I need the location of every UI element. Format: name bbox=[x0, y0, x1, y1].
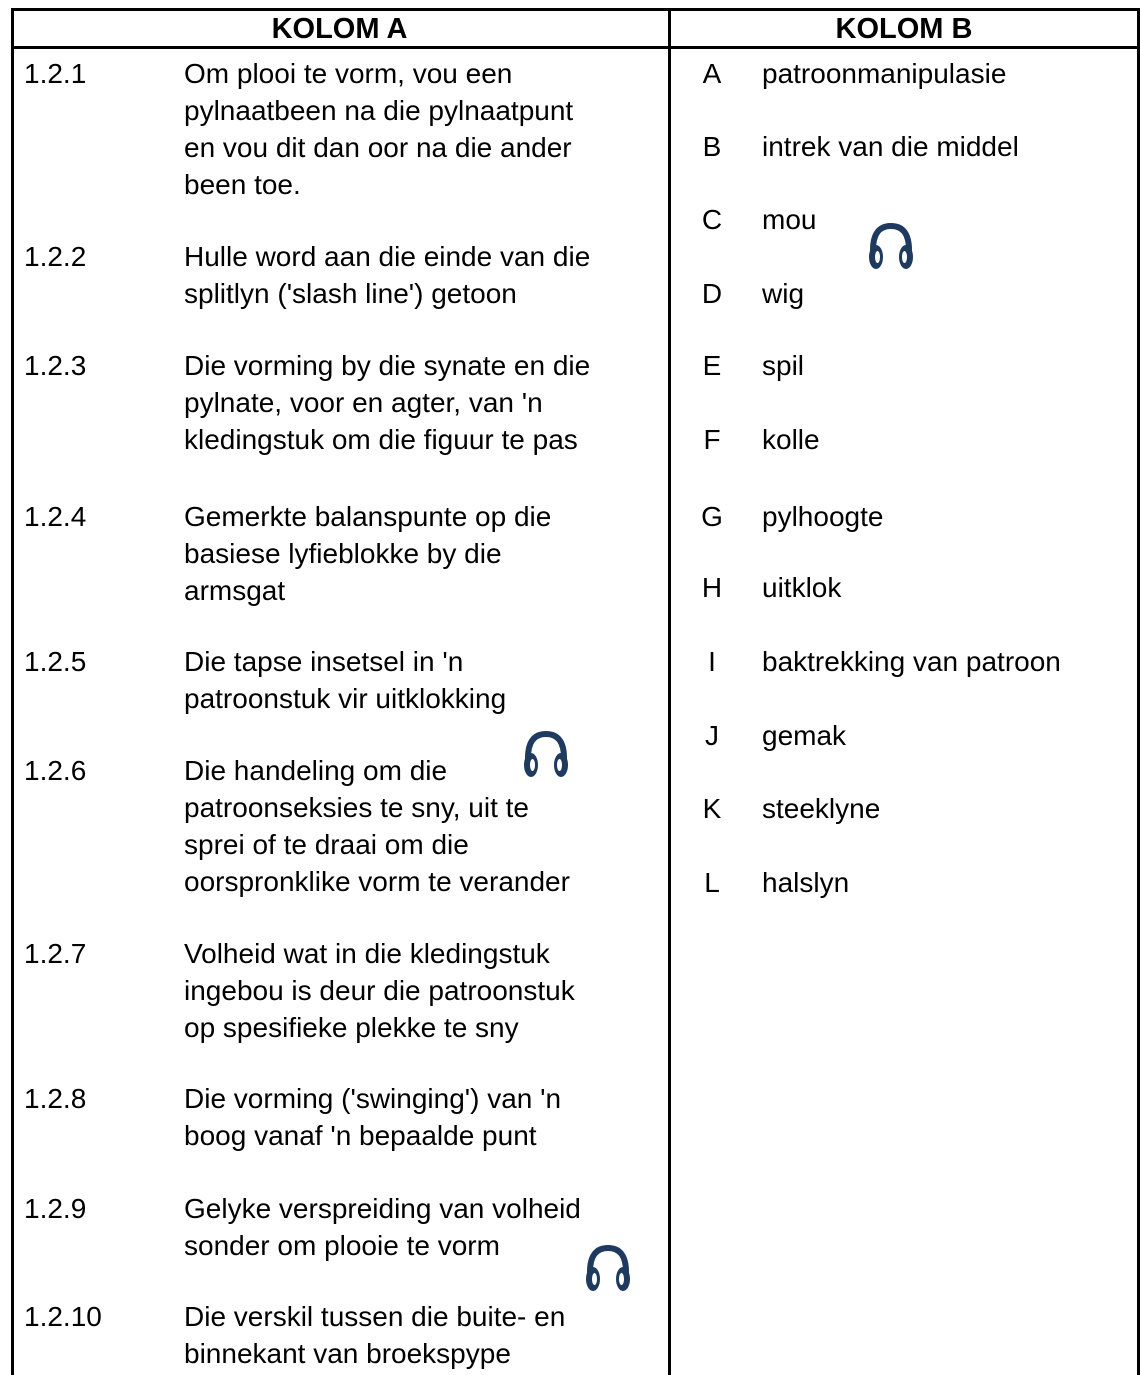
item-description bbox=[184, 1298, 664, 1372]
column-a-header: KOLOM A bbox=[271, 13, 408, 45]
description-line: patroonseksies te sny, uit te bbox=[184, 792, 529, 823]
description-line: Gemerkte balanspunte op die bbox=[184, 501, 552, 532]
option-text: spil bbox=[762, 350, 805, 381]
item-description bbox=[184, 498, 664, 609]
option-letter: K bbox=[702, 793, 722, 824]
description-line: patroonstuk vir uitklokking bbox=[184, 683, 507, 714]
item-number: 1.2.2 bbox=[24, 241, 87, 272]
option-text: baktrekking van patroon bbox=[762, 646, 1061, 677]
description-line: pylnate, voor en agter, van 'n bbox=[184, 387, 543, 418]
option-text: pylhoogte bbox=[762, 501, 884, 532]
column-b-header: KOLOM B bbox=[835, 13, 973, 45]
item-number: 1.2.10 bbox=[24, 1301, 102, 1332]
description-line: pylnaatbeen na die pylnaatpunt bbox=[184, 95, 574, 126]
description-line: Die handeling om die bbox=[184, 755, 448, 786]
option-letter: G bbox=[701, 501, 723, 532]
option-letter: E bbox=[702, 350, 722, 381]
item-description bbox=[184, 643, 664, 717]
description-line: Hulle word aan die einde van die bbox=[184, 241, 591, 272]
description-line: Gelyke verspreiding van volheid bbox=[184, 1193, 581, 1224]
option-letter: J bbox=[705, 720, 719, 751]
item-number: 1.2.6 bbox=[24, 755, 87, 786]
description-line: sprei of te draai om die bbox=[184, 829, 469, 860]
item-description bbox=[184, 1080, 664, 1154]
item-number: 1.2.5 bbox=[24, 646, 87, 677]
option-text: intrek van die middel bbox=[762, 131, 1019, 162]
table-top-border bbox=[11, 8, 1140, 11]
option-text: wig bbox=[762, 278, 805, 309]
item-description bbox=[184, 752, 664, 900]
option-text: mou bbox=[762, 204, 817, 235]
table-left-border bbox=[11, 8, 14, 1375]
description-line: Om plooi te vorm, vou een bbox=[184, 58, 513, 89]
option-letter: B bbox=[702, 131, 722, 162]
item-description bbox=[184, 238, 664, 312]
option-text: steeklyne bbox=[762, 793, 881, 824]
table-column-divider bbox=[668, 8, 671, 1375]
headphones-icon bbox=[521, 728, 571, 780]
description-line: armsgat bbox=[184, 575, 286, 606]
option-letter: L bbox=[704, 867, 720, 898]
item-description bbox=[184, 935, 664, 1046]
item-number: 1.2.9 bbox=[24, 1193, 87, 1224]
description-line: kledingstuk om die figuur te pas bbox=[184, 424, 578, 455]
item-number: 1.2.7 bbox=[24, 938, 87, 969]
header-bottom-border bbox=[11, 46, 1140, 49]
item-number: 1.2.4 bbox=[24, 501, 87, 532]
headphones-icon bbox=[866, 220, 916, 272]
description-line: Die tapse insetsel in 'n bbox=[184, 646, 464, 677]
item-description bbox=[184, 55, 664, 203]
description-line: en vou dit dan oor na die ander bbox=[184, 132, 572, 163]
description-line: ingebou is deur die patroonstuk bbox=[184, 975, 575, 1006]
option-letter: C bbox=[701, 204, 723, 235]
option-letter: D bbox=[701, 278, 723, 309]
headphones-icon bbox=[583, 1242, 633, 1294]
description-line: sonder om plooie te vorm bbox=[184, 1230, 500, 1261]
description-line: Volheid wat in die kledingstuk bbox=[184, 938, 550, 969]
description-line: been toe. bbox=[184, 169, 301, 200]
item-number: 1.2.3 bbox=[24, 350, 87, 381]
description-line: basiese lyfieblokke by die bbox=[184, 538, 502, 569]
option-text: kolle bbox=[762, 424, 820, 455]
option-text: halslyn bbox=[762, 867, 850, 898]
description-line: op spesifieke plekke te sny bbox=[184, 1012, 519, 1043]
option-text: gemak bbox=[762, 720, 847, 751]
option-letter: I bbox=[708, 646, 716, 677]
description-line: Die vorming by die synate en die bbox=[184, 350, 591, 381]
description-line: Die vorming ('swinging') van 'n bbox=[184, 1083, 562, 1114]
description-line: splitlyn ('slash line') getoon bbox=[184, 278, 517, 309]
description-line: boog vanaf 'n bepaalde punt bbox=[184, 1120, 537, 1151]
option-letter: F bbox=[703, 424, 721, 455]
option-letter: H bbox=[701, 572, 723, 603]
description-line: Die verskil tussen die buite- en bbox=[184, 1301, 566, 1332]
description-line: oorspronklike vorm te verander bbox=[184, 866, 570, 897]
description-line: binnekant van broekspype bbox=[184, 1338, 511, 1369]
option-letter: A bbox=[702, 58, 722, 89]
option-text: uitklok bbox=[762, 572, 842, 603]
item-description bbox=[184, 347, 664, 458]
option-text: patroonmanipulasie bbox=[762, 58, 1007, 89]
item-number: 1.2.1 bbox=[24, 58, 87, 89]
item-number: 1.2.8 bbox=[24, 1083, 87, 1114]
